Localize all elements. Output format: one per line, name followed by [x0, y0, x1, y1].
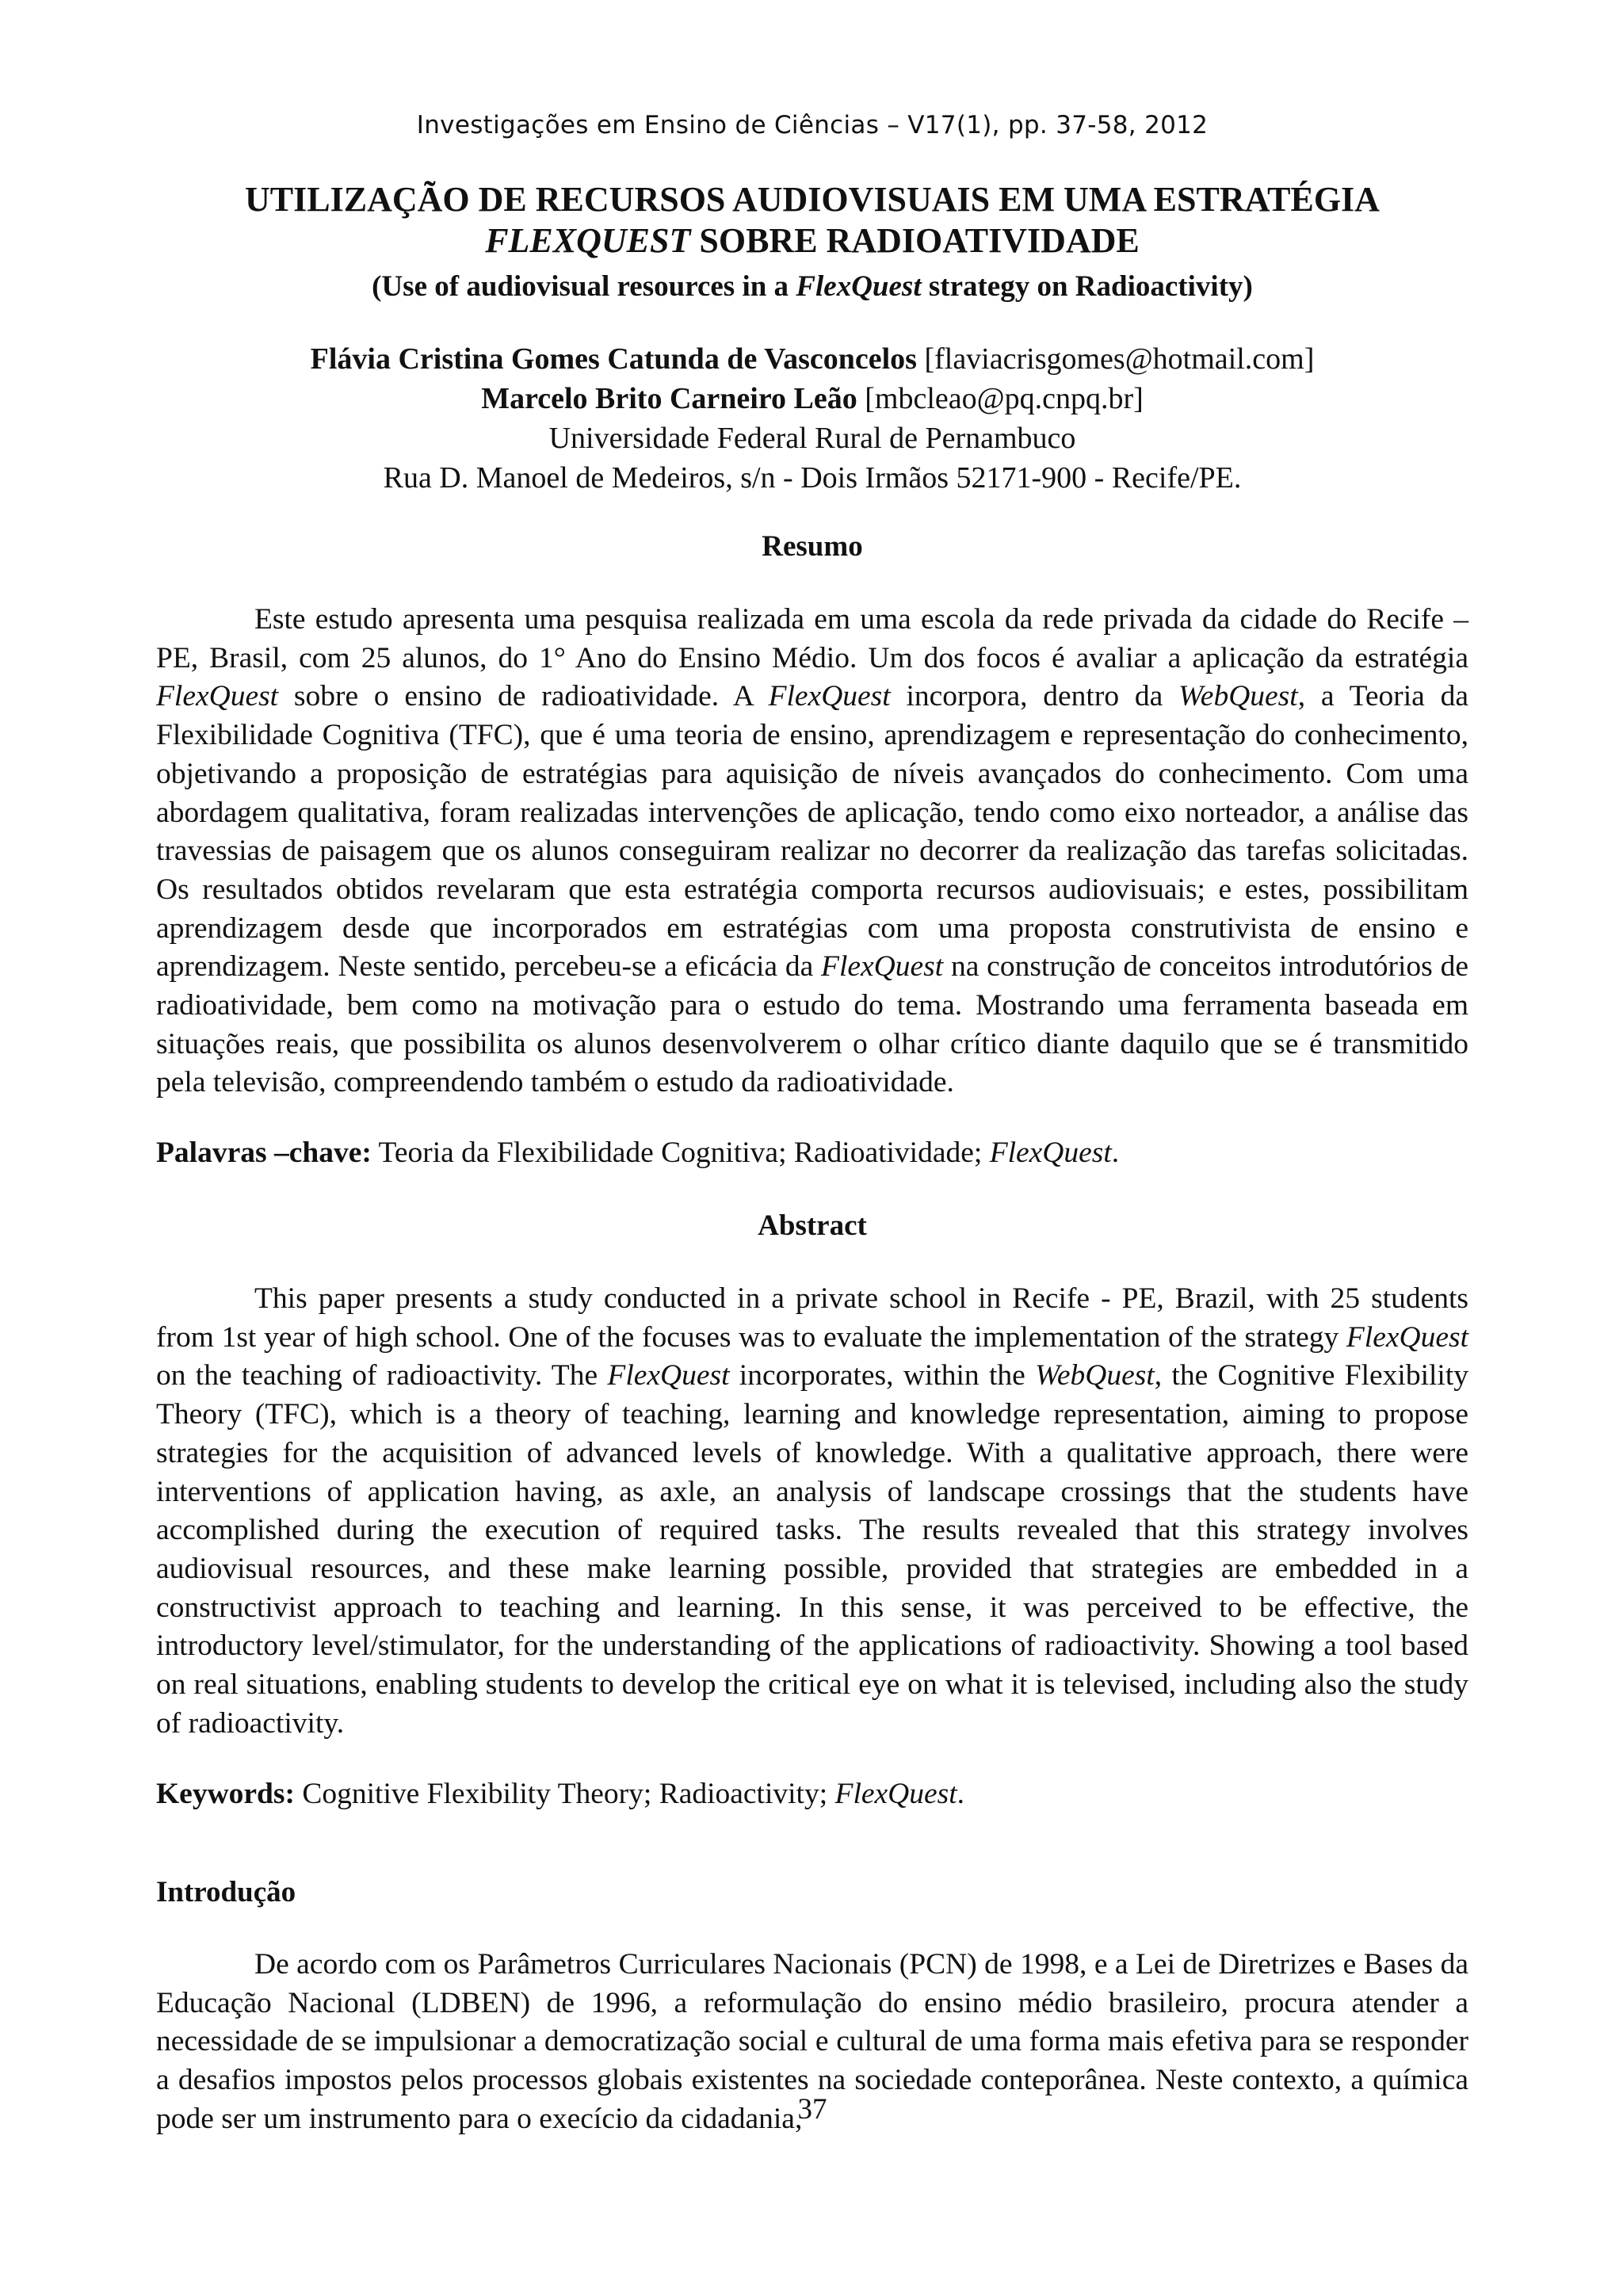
abstract-heading: Abstract — [758, 1209, 867, 1242]
resumo-text: incorpora, dentro da — [890, 680, 1179, 713]
abstract-italic-term: FlexQuest — [607, 1359, 730, 1392]
keywords-text: Teoria da Flexibilidade Cognitiva; Radioatividade; — [371, 1137, 990, 1169]
author-block — [156, 339, 1468, 498]
keywords-end: . — [1111, 1137, 1120, 1169]
keywords-label: Keywords: — [156, 1778, 295, 1810]
introducao-paragraph: De acordo com os Parâmetros Curriculares Nacionais (PCN) de 1998, e a Lei de Diretrizes e Bases da Educação Nacional (LDBEN) de 1996, a reformulação do ensino médio brasileiro, procura atender a necessidade de se impulsionar a democratização social e cultural de uma forma mais efetiva para se responder a desafios impostos pelos processos globais existentes na sociedade conteporânea. Neste contexto, a química pode ser um instrumento para o execício da cidadania, — [156, 1948, 1468, 2135]
subtitle-post: strategy on Radioactivity) — [921, 270, 1253, 303]
keywords-label: Palavras –chave: — [156, 1137, 372, 1169]
introducao-heading: Introdução — [156, 1876, 296, 1908]
resumo-paragraph — [156, 601, 1468, 1102]
abstract-text: incorporates, within the — [729, 1359, 1036, 1392]
subtitle-italic-term: FlexQuest — [796, 270, 922, 303]
abstract-keywords — [156, 1775, 1468, 1814]
author-1 — [156, 339, 1468, 379]
author-2-email[interactable]: [mbcleao@pq.cnpq.br] — [857, 382, 1144, 415]
resumo-text: Este estudo apresenta uma pesquisa realizada em uma escola da rede privada da cidade do Recife – PE, Brasil, com 25 alunos, do 1° Ano do Ensino Médio. Um dos focos é avaliar a aplicação da estratégia — [156, 603, 1468, 674]
page-number: 37 — [797, 2093, 827, 2126]
abstract-text: , the Cognitive Flexibility Theory (TFC), which is a theory of teaching, learning and knowledge representation, aiming to propose strategies for the acquisition of advanced levels of knowledge. With a qualitative approach, there were interventions of application having, as axle, an analysis of landscape crossings that the students have accomplished during the execution of required tasks. The results revealed that this strategy involves audiovisual resources, and these make learning possible, provided that strategies are embedded in a constructivist approach to teaching and learning. In this sense, it was perceived to be effective, the introductory level/stimulator, for the understanding of the applications of radioactivity. Showing a tool based on real situations, enabling students to develop the critical eye on what it is televised, including also the study of radioactivity. — [156, 1359, 1468, 1740]
title-line-2-rest: SOBRE RADIOATIVIDADE — [690, 221, 1140, 260]
keywords-italic-term: FlexQuest — [989, 1137, 1112, 1169]
paper-subtitle — [156, 269, 1468, 304]
resumo-italic-term: FlexQuest — [768, 680, 891, 713]
institution: Universidade Federal Rural de Pernambuco — [548, 422, 1076, 455]
running-head: Investigações em Ensino de Ciências – V17(1), pp. 37-58, 2012 — [416, 111, 1209, 139]
paper-title — [156, 179, 1468, 262]
author-1-email[interactable]: [flaviacrisgomes@hotmail.com] — [916, 342, 1315, 376]
author-2 — [156, 379, 1468, 418]
title-line-2 — [156, 220, 1468, 262]
keywords-end: . — [957, 1778, 965, 1810]
resumo-italic-term: FlexQuest — [156, 680, 279, 713]
abstract-italic-term: FlexQuest — [1346, 1320, 1468, 1354]
title-line-1: UTILIZAÇÃO DE RECURSOS AUDIOVISUAIS EM UMA ESTRATÉGIA — [245, 180, 1380, 219]
author-2-name: Marcelo Brito Carneiro Leão — [481, 382, 857, 415]
resumo-text: , a Teoria da Flexibilidade Cognitiva (TFC), que é uma teoria de ensino, aprendizagem e representação do conhecimento, objetivando a proposição de estratégias para aquisição de níveis avançados do conhecimento. Com uma abordagem qualitativa, foram realizadas intervenções de aplicação, tendo como eixo norteador, a análise das travessias de paisagem que os alunos conseguiram realizar no decorrer da realização das tarefas solicitadas. Os resultados obtidos revelaram que esta estratégia comporta recursos audiovisuais; e estes, possibilitam aprendizagem desde que incorporados em estratégias com uma proposta construtivista de ensino e aprendizagem. Neste sentido, percebeu-se a eficácia da — [156, 680, 1468, 984]
abstract-text: on the teaching of radioactivity. The — [156, 1359, 608, 1392]
resumo-text: na construção de conceitos introdutórios de radioatividade, bem como na motivação para o estudo do tema. Mostrando uma ferramenta baseada em situações reais, que possibilita os alunos desenvolverem o olhar crítico diante daquilo que se é transmitido pela televisão, compreendendo também o estudo da radioatividade. — [156, 950, 1468, 1099]
resumo-text: sobre o ensino de radioatividade. A — [278, 680, 769, 713]
abstract-paragraph — [156, 1280, 1468, 1743]
keywords-italic-term: FlexQuest — [834, 1778, 957, 1810]
subtitle-pre: (Use of audiovisual resources in a — [372, 270, 796, 303]
author-1-name: Flávia Cristina Gomes Catunda de Vasconcelos — [310, 342, 917, 376]
abstract-italic-term: WebQuest — [1035, 1359, 1155, 1392]
resumo-italic-term: WebQuest — [1178, 680, 1298, 713]
abstract-text: This paper presents a study conducted in a private school in Recife - PE, Brazil, with 25 students from 1st year of high school. One of the focuses was to evaluate the implementation of the strategy — [156, 1282, 1468, 1354]
resumo-heading: Resumo — [762, 530, 863, 563]
title-italic-term: FLEXQUEST — [485, 221, 691, 260]
resumo-keywords — [156, 1134, 1468, 1173]
keywords-text: Cognitive Flexibility Theory; Radioactivity; — [294, 1778, 835, 1810]
resumo-italic-term: FlexQuest — [821, 950, 944, 984]
address: Rua D. Manoel de Medeiros, s/n - Dois Irmãos 52171-900 - Recife/PE. — [383, 461, 1242, 495]
